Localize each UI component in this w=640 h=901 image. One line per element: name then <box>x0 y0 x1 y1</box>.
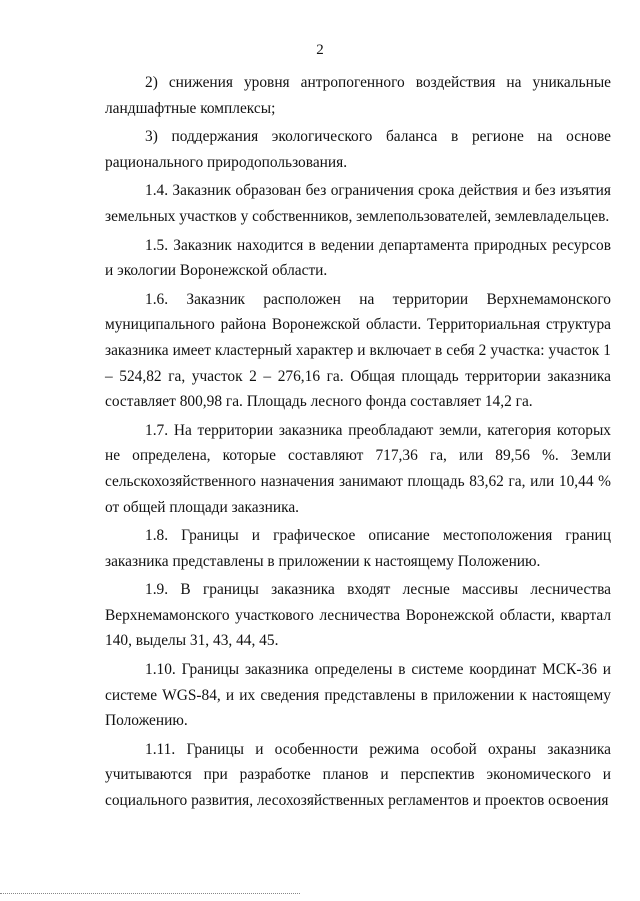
bottom-divider <box>0 893 300 894</box>
paragraph-item-2: 2) снижения уровня антропогенного воздействия на уникальные ландшафтные комплексы; <box>105 74 611 117</box>
page-number: 2 <box>316 42 324 58</box>
paragraph-1-4: 1.4. Заказник образован без ограничения срока действия и без изъятия земельных участков у собственников, землепользователей, землевладельцев. <box>105 182 611 225</box>
paragraph-1-9: 1.9. В границы заказника входят лесные массивы лесничества Верхнемамонского участкового лесничества Воронежской области, квартал 140, выделы 31, 43, 44, 45. <box>105 581 611 650</box>
paragraph-item-3: 3) поддержания экологического баланса в регионе на основе рационального природопользования. <box>105 128 611 171</box>
paragraph-1-11: 1.11. Границы и особенности режима особой охраны заказника учитываются при разработке планов и перспектив экономического и социального развития, лесохозяйственных регламентов и проектов освоения <box>105 740 611 810</box>
paragraph-1-6: 1.6. Заказник расположен на территории Верхнемамонского муниципального района Воронежской области. Территориальная структура заказника имеет кластерный характер и включает в себя 2 участка: участок 1 – 524,82 га, участок 2 – 276,16 га. Общая площадь территории заказника составляет 800,98 га. Площадь лесного фонда составляет 14,2 га. <box>105 290 611 411</box>
paragraph-1-5: 1.5. Заказник находится в ведении департамента природных ресурсов и экологии Воронежской области. <box>105 236 611 280</box>
paragraph-1-8: 1.8. Границы и графическое описание местоположения границ заказника представлены в приложении к настоящему Положению. <box>105 527 611 570</box>
paragraph-1-7: 1.7. На территории заказника преобладают земли, категория которых не определена, которые составляют 717,36 га, или 89,56 %. Земли сельскохозяйственного назначения занимают площадь 83,62 га, или 10,44 % от общей площади заказника. <box>105 421 611 516</box>
document-body <box>105 70 611 817</box>
paragraph-1-10: 1.10. Границы заказника определены в системе координат МСК-36 и системе WGS-84, и их сведения представлены в приложении к настоящему Положению. <box>105 661 611 730</box>
